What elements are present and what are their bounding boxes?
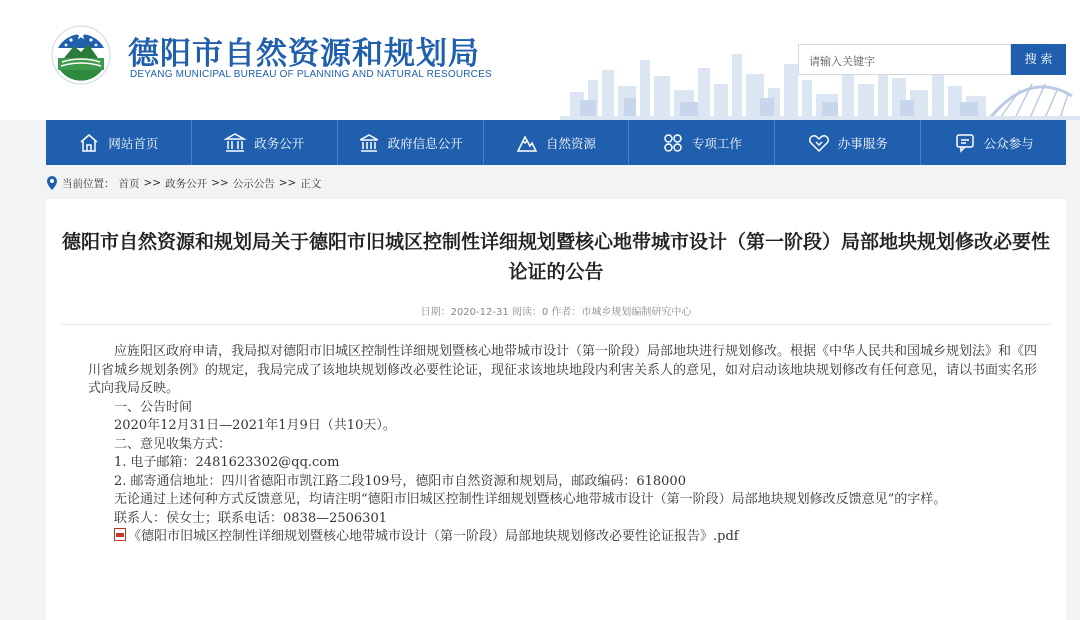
article-title: 德阳市自然资源和规划局关于德阳市旧城区控制性详细规划暨核心地带城市设计（第一阶段）局部地块规划修改必要性论证的公告: [62, 231, 1051, 283]
site-title: 德阳市自然资源和规划局: [128, 36, 480, 72]
article-paragraph: 2020年12月31日—2021年1月9日（共10天）。: [114, 418, 396, 433]
grid-icon: [662, 132, 684, 154]
breadcrumb-item-announcements[interactable]: 公示公告: [232, 177, 275, 190]
nav-item-gov-info-disclosure[interactable]: [338, 120, 484, 165]
comment-icon: [954, 132, 976, 154]
home-icon: [78, 132, 100, 154]
government-building-icon: [224, 132, 246, 154]
breadcrumb-separator: >>: [143, 177, 162, 189]
nav-item-label: 网站首页: [108, 135, 159, 151]
nav-item-label: 政府信息公开: [387, 135, 463, 151]
nav-item-label: 自然资源: [546, 135, 597, 151]
nav-item-government-affairs[interactable]: [192, 120, 338, 165]
attachment-link[interactable]: 《德阳市旧城区控制性详细规划暨核心地带城市设计（第一阶段）局部地块规划修改必要性论证报告》.pdf: [128, 529, 739, 544]
main-nav: [46, 120, 1066, 165]
attachment-row: [88, 528, 1038, 547]
breadcrumb: [46, 174, 321, 192]
breadcrumb-separator: >>: [211, 177, 229, 189]
section-heading: 一、公告时间: [114, 399, 193, 415]
article-meta: 日期：2020-12-31 阅读：0 作者：市城乡规划编制研究中心: [420, 307, 692, 318]
pdf-file-icon: [114, 528, 126, 541]
nav-item-label: 公众参与: [983, 135, 1034, 151]
search-input[interactable]: 请输入关键字: [798, 44, 1011, 75]
nav-item-special-work[interactable]: [629, 120, 775, 165]
article-paragraph: 2. 邮寄通信地址：四川省德阳市凯江路二段109号，德阳市自然资源和规划局，邮政编码：618000: [114, 473, 686, 489]
site-subtitle: DEYANG MUNICIPAL BUREAU OF PLANNING AND NATURAL RESOURCES: [130, 69, 492, 80]
institution-icon: [358, 132, 380, 154]
divider: [62, 324, 1050, 325]
nav-item-label: 办事服务: [837, 135, 888, 151]
nav-item-public-participation[interactable]: [921, 120, 1066, 165]
bureau-logo-emblem: [50, 24, 112, 86]
article-paragraph: 无论通过上述何种方式反馈意见，均请注明“德阳市旧城区控制性详细规划暨核心地带城市设计（第一阶段）局部地块规划修改反馈意见”的字样。: [114, 492, 947, 507]
location-pin-icon: [46, 176, 58, 190]
article-paragraph: 1. 电子邮箱：2481623302@qq.com: [114, 455, 340, 470]
site-header: [0, 0, 1080, 120]
breadcrumb-item-current: 正文: [300, 177, 322, 190]
mountain-icon: [516, 132, 538, 154]
section-heading: 二、意见收集方式：: [114, 436, 232, 452]
nav-item-home[interactable]: [46, 120, 192, 165]
breadcrumb-item-home[interactable]: 首页: [118, 177, 140, 190]
search-button[interactable]: 搜 索: [1011, 44, 1066, 75]
article-body: [88, 343, 1038, 547]
handshake-icon: [808, 132, 830, 154]
breadcrumb-prefix: 当前位置：: [62, 177, 115, 190]
nav-item-services[interactable]: [775, 120, 921, 165]
nav-item-label: 政务公开: [254, 135, 305, 151]
article-paragraph: 联系人：侯女士；联系电话：0838—2506301: [114, 510, 387, 526]
breadcrumb-separator: >>: [278, 177, 297, 189]
nav-item-label: 专项工作: [691, 135, 742, 151]
nav-item-natural-resources[interactable]: [484, 120, 630, 165]
article-card: [46, 199, 1066, 620]
article-paragraph: 应旌阳区政府申请，我局拟对德阳市旧城区控制性详细规划暨核心地带城市设计（第一阶段）局部地块进行规划修改。根据《中华人民共和国城乡规划法》和《四川省城乡规划条例》的规定，我局完成了该地块规划修改必要性论证，现征求该地块地段内利害关系人的意见，如对启动该地块规划修改有任何意见，请以书面实名形式向我局反映。: [88, 344, 1038, 396]
breadcrumb-item-government-affairs[interactable]: 政务公开: [165, 177, 208, 190]
